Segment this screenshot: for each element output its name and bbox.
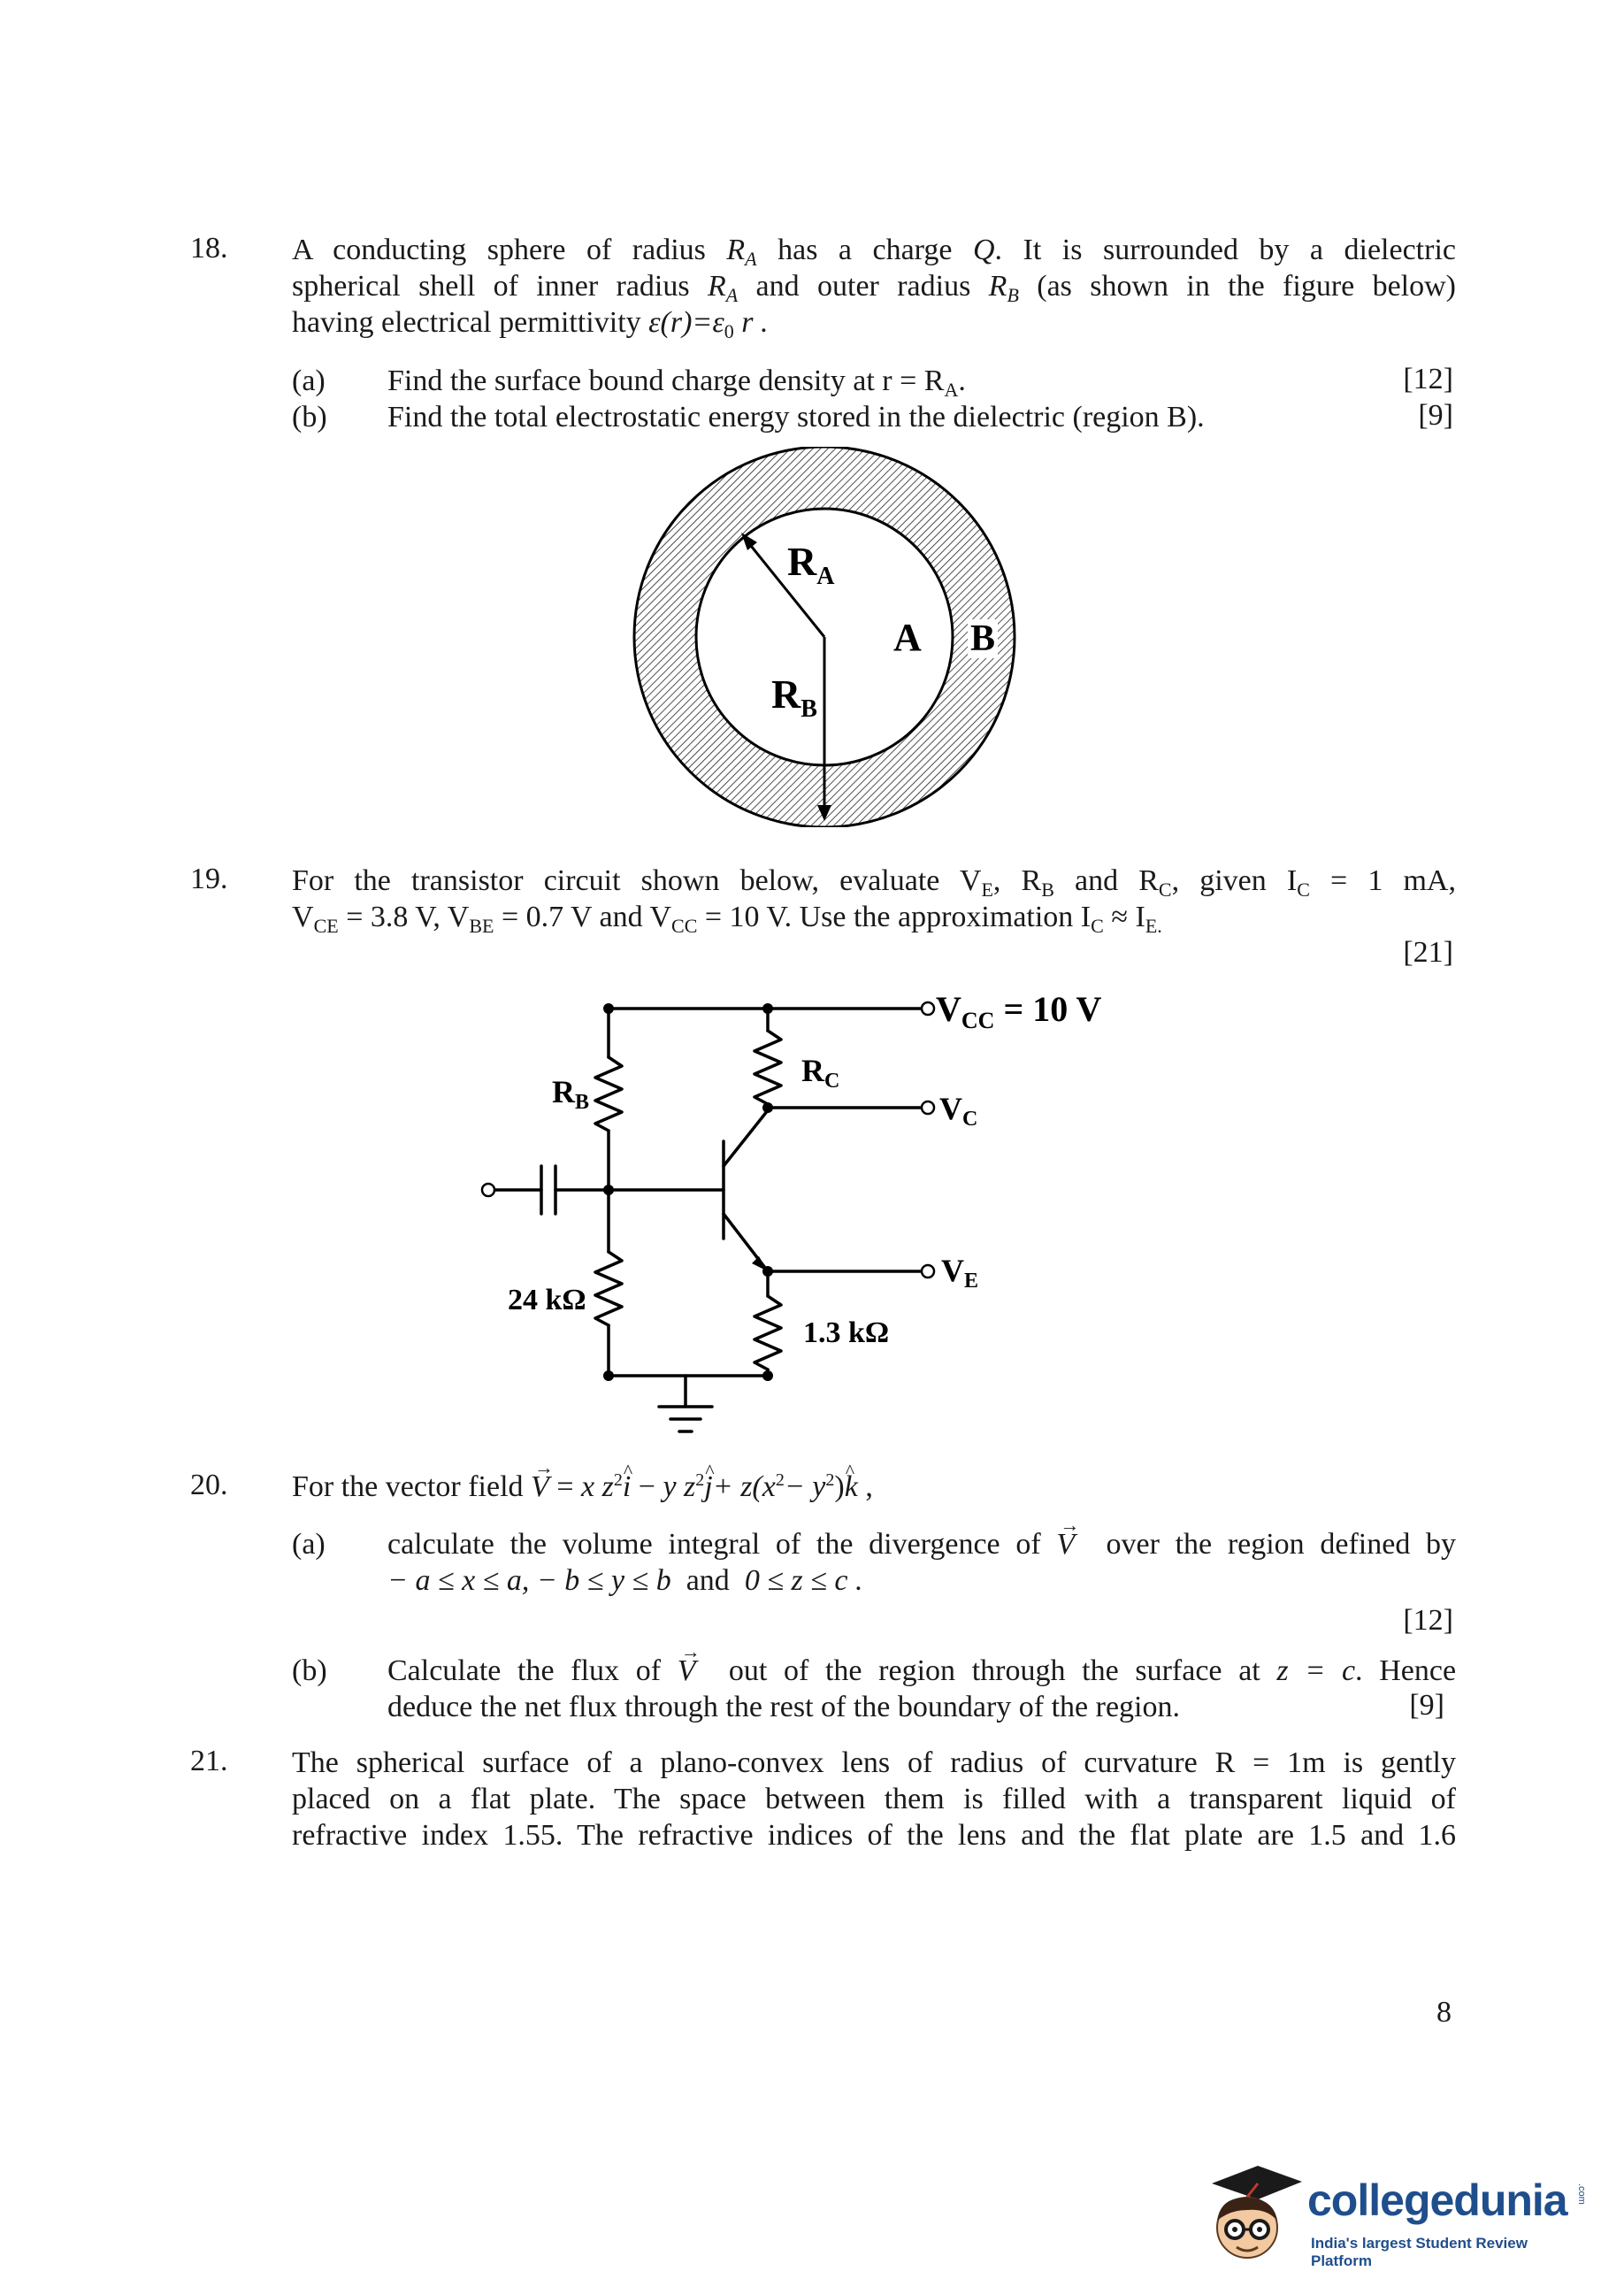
transistor-circuit (469, 978, 1141, 1446)
q21-line1: The spherical surface of a plano-convex lens of radius of curvature R = 1m is gently (292, 1746, 1456, 1779)
r24k-resistor (595, 1252, 622, 1325)
q18-text (292, 232, 1456, 341)
label-region-b: B (970, 618, 996, 659)
q19-line1: For the transistor circuit shown below, evaluate $V_E$, $R_B$ and $R_C$, given $I_C = 1$ mA, (292, 864, 1456, 901)
q18a-label: (a) (292, 364, 326, 397)
q20-number: 20. (190, 1469, 228, 1501)
vc-terminal (922, 1101, 934, 1114)
label-vcc: $V_{CC} = 10$ V (936, 989, 1102, 1033)
q18a-text: Find the surface bound charge density at $r = R_A$. (387, 364, 966, 401)
logo-tagline: India's largest Student Review Platform (1311, 2235, 1528, 2269)
q21-line2: placed on a flat plate. The space between them is filled with a transparent liquid of (292, 1783, 1456, 1815)
q18-line1: A conducting sphere of radius $R_A$ has a charge Q. It is surrounded by a dielectric (292, 234, 1456, 270)
q19-text (292, 863, 1456, 935)
logo-wordmark: collegedunia (1307, 2175, 1567, 2225)
q18a-marks: [12] (1403, 363, 1453, 395)
q20a-label: (a) (292, 1528, 326, 1561)
input-terminal (482, 1184, 494, 1196)
label-region-a: A (893, 616, 922, 659)
q18-line2: spherical shell of inner radius $R_A$ and outer radius $R_B$ (as shown in the figure below) (292, 270, 1456, 306)
q21-number: 21. (190, 1745, 228, 1777)
q19-line2: $V_{CE} = 3.8$ V, $V_{BE} = 0.7$ V and $V_{CC} = 10$ V. Use the approximation $I_C \approx I_{E.}$ (292, 901, 1162, 937)
q18b-marks: [9] (1418, 399, 1453, 432)
q20a-line1: calculate the volume integral of the divergence of → V over the region defined by (387, 1526, 1456, 1562)
rb-resistor (595, 1057, 622, 1131)
r13k-resistor (755, 1296, 781, 1370)
label-rb: RB (552, 1074, 590, 1114)
collegedunia-logo (1203, 2159, 1592, 2269)
q20a-line2: − a ≤ x ≤ a, − b ≤ y ≤ b and 0 ≤ z ≤ c . (387, 1564, 863, 1597)
label-vc: VC (939, 1091, 978, 1131)
q20a-text (387, 1526, 1456, 1599)
q20b-text (387, 1653, 1456, 1725)
logo-dotcom: .com (1576, 2183, 1587, 2205)
label-24k: 24 kΩ (508, 1284, 586, 1316)
q18-number: 18. (190, 232, 228, 265)
q21-text (292, 1745, 1456, 1853)
vcc-terminal (922, 1002, 934, 1015)
ve-terminal (922, 1265, 934, 1278)
label-rb: $R_B$ (771, 671, 817, 723)
rc-resistor (755, 1031, 781, 1104)
label-1-3k: 1.3 kΩ (803, 1316, 890, 1349)
q18-line3: having electrical permittivity $\varepsilon(r)=\varepsilon_0$ r . (292, 306, 769, 342)
q20b-line2: deduce the net flux through the rest of the boundary of the region. (387, 1691, 1181, 1723)
mascot-icon (1203, 2159, 1309, 2265)
label-ve: VE (941, 1253, 979, 1293)
q18b-label: (b) (292, 401, 327, 434)
q18b-text: Find the total electrostatic energy stored in the dielectric (region B). (387, 401, 1205, 434)
q21-line3: refractive index 1.55. The refractive indices of the lens and the flat plate are 1.5 and 1.6 (292, 1819, 1456, 1852)
q19-number: 19. (190, 863, 228, 895)
label-rc: RC (801, 1053, 840, 1093)
q20b-label: (b) (292, 1654, 327, 1687)
q20-intro: For the vector field → V = x $z^2\^{}$ i − y $z^2\^{}$ $j+ z(x^2-$ $y^2)\^{}$ k , (292, 1469, 873, 1505)
page-number: 8 (1436, 1996, 1452, 2029)
label-ra: $R_A$ (787, 539, 835, 590)
q20b-line1: Calculate the flux of → V out of the region through the surface at z = c. Hence (387, 1653, 1456, 1689)
transistor-collector (724, 1110, 768, 1166)
q20a-marks: [12] (1403, 1604, 1453, 1637)
q20b-marks: [9] (1409, 1689, 1444, 1722)
q19-marks: [21] (1403, 936, 1453, 969)
sphere-figure (619, 447, 1026, 827)
